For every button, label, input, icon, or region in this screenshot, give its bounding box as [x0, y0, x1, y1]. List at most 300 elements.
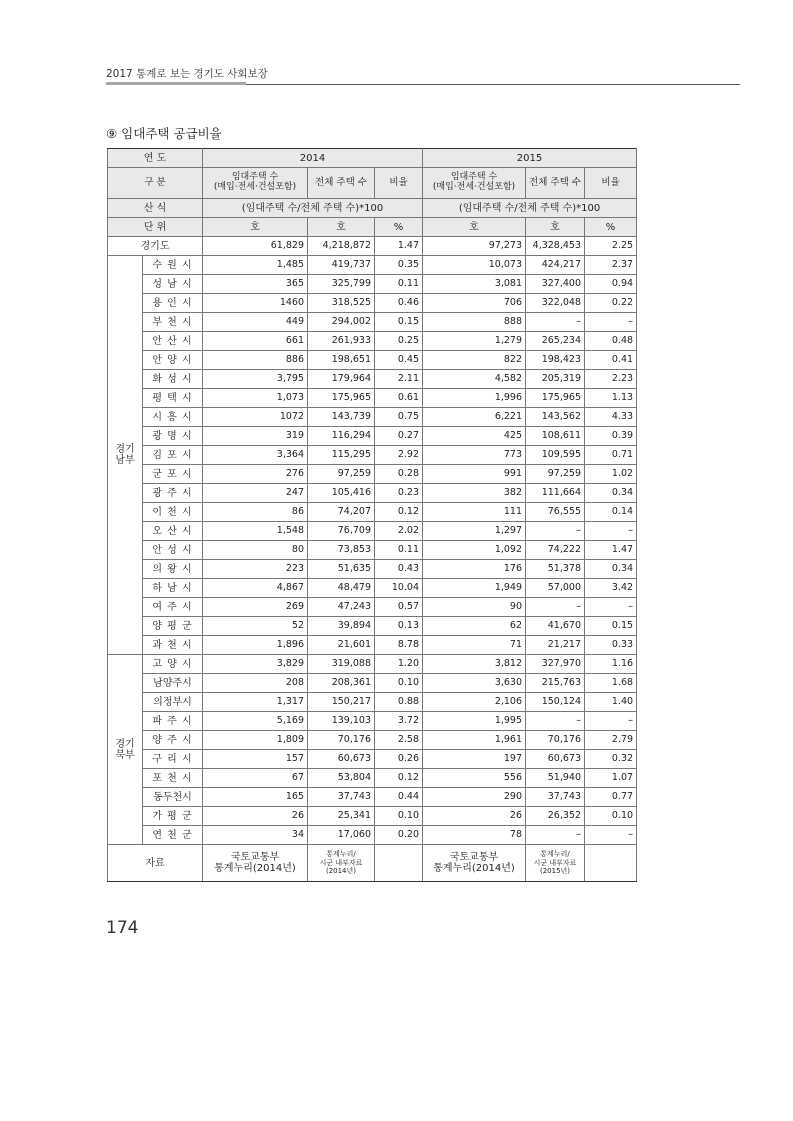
- city-name: 양 주 시: [143, 731, 203, 750]
- rental-2015-cell: 3,081: [423, 275, 526, 294]
- city-name: 과 천 시: [143, 636, 203, 655]
- rental-2015-cell: 382: [423, 484, 526, 503]
- ratio-2014-cell: 0.44: [375, 788, 423, 807]
- region-label: 경기 북부: [108, 655, 143, 845]
- col-rental-subtitle: (매입·전세·건설포함): [432, 182, 516, 192]
- city-name: 안 산 시: [143, 332, 203, 351]
- ratio-2015-cell: –: [585, 522, 637, 541]
- rental-2014-cell: 26: [203, 807, 308, 826]
- total-2015-cell: 21,217: [526, 636, 585, 655]
- ratio-2015-cell: 0.34: [585, 484, 637, 503]
- table-row: [108, 522, 637, 541]
- total-2015-cell: 57,000: [526, 579, 585, 598]
- table-row: [108, 750, 637, 769]
- rental-2015-cell: 78: [423, 826, 526, 845]
- table-row: [108, 313, 637, 332]
- rental-2015-cell: 822: [423, 351, 526, 370]
- total-2014-cell: 419,737: [308, 256, 375, 275]
- ratio-2014-cell: 1.20: [375, 655, 423, 674]
- ratio-2014-cell: 0.10: [375, 807, 423, 826]
- total-2014-cell: 319,088: [308, 655, 375, 674]
- total-2014-cell: 17,060: [308, 826, 375, 845]
- col-rental-title: 임대주택 수: [231, 172, 279, 183]
- ratio-2014-cell: 0.23: [375, 484, 423, 503]
- ratio-2015-cell: 1.02: [585, 465, 637, 484]
- total-2014-cell: 48,479: [308, 579, 375, 598]
- ratio-2014-cell: 0.11: [375, 275, 423, 294]
- total-2014-cell: 4,218,872: [308, 237, 375, 256]
- rental-2015-cell: 556: [423, 769, 526, 788]
- table-row: [108, 598, 637, 617]
- city-name: 이 천 시: [143, 503, 203, 522]
- col-ratio-2014: 비율: [375, 168, 423, 199]
- total-2015-cell: –: [526, 826, 585, 845]
- city-name: 시 흥 시: [143, 408, 203, 427]
- header-rule: [246, 84, 740, 85]
- rental-2014-cell: 80: [203, 541, 308, 560]
- rental-2015-cell: 111: [423, 503, 526, 522]
- total-2015-cell: 424,217: [526, 256, 585, 275]
- rental-2014-cell: 86: [203, 503, 308, 522]
- total-2015-cell: 205,319: [526, 370, 585, 389]
- total-2015-cell: 41,670: [526, 617, 585, 636]
- table-row: [108, 731, 637, 750]
- ratio-2015-cell: 1.16: [585, 655, 637, 674]
- formula-label: 산 식: [108, 199, 203, 218]
- total-2015-cell: 4,328,453: [526, 237, 585, 256]
- ratio-2014-cell: 1.47: [375, 237, 423, 256]
- ratio-2015-cell: 0.15: [585, 617, 637, 636]
- total-2014-cell: 208,361: [308, 674, 375, 693]
- city-name: 연 천 군: [143, 826, 203, 845]
- rental-2015-cell: 4,582: [423, 370, 526, 389]
- rental-2015-cell: 3,812: [423, 655, 526, 674]
- rental-2014-cell: 61,829: [203, 237, 308, 256]
- ratio-2015-cell: 0.14: [585, 503, 637, 522]
- total-2014-cell: 21,601: [308, 636, 375, 655]
- total-2015-cell: 108,611: [526, 427, 585, 446]
- source-2014-main: 국토교통부 통계누리(2014년): [203, 845, 308, 882]
- running-header: 2017 통계로 보는 경기도 사회보장: [106, 68, 268, 80]
- unit-label: 단 위: [108, 218, 203, 237]
- total-2015-cell: –: [526, 313, 585, 332]
- rental-2015-cell: 991: [423, 465, 526, 484]
- ratio-2014-cell: 0.12: [375, 769, 423, 788]
- rental-housing-table: [107, 148, 637, 882]
- ratio-2014-cell: 0.46: [375, 294, 423, 313]
- source-2014-empty: [375, 845, 423, 882]
- ratio-2015-cell: 0.34: [585, 560, 637, 579]
- ratio-2015-cell: 1.40: [585, 693, 637, 712]
- rental-2014-cell: 247: [203, 484, 308, 503]
- unit-ratio-2015: %: [585, 218, 637, 237]
- ratio-2015-cell: 0.71: [585, 446, 637, 465]
- ratio-2014-cell: 0.45: [375, 351, 423, 370]
- table-row: [108, 484, 637, 503]
- rental-2015-cell: 90: [423, 598, 526, 617]
- total-2015-cell: 327,400: [526, 275, 585, 294]
- rental-2015-cell: 26: [423, 807, 526, 826]
- table-row: [108, 617, 637, 636]
- city-name: 성 남 시: [143, 275, 203, 294]
- ratio-2014-cell: 2.02: [375, 522, 423, 541]
- table-row: [108, 541, 637, 560]
- total-2015-cell: 198,423: [526, 351, 585, 370]
- total-2015-cell: 322,048: [526, 294, 585, 313]
- total-2015-cell: 150,124: [526, 693, 585, 712]
- ratio-2015-cell: –: [585, 598, 637, 617]
- ratio-2015-cell: –: [585, 712, 637, 731]
- rental-2015-cell: 773: [423, 446, 526, 465]
- city-name: 광 주 시: [143, 484, 203, 503]
- ratio-2015-cell: 2.23: [585, 370, 637, 389]
- city-name: 화 성 시: [143, 370, 203, 389]
- ratio-2014-cell: 0.10: [375, 674, 423, 693]
- source-2015-detail: 통계누리/ 시군 내부자료 (2015년): [526, 845, 585, 882]
- total-2014-cell: 76,709: [308, 522, 375, 541]
- total-2014-cell: 179,964: [308, 370, 375, 389]
- rental-2015-cell: 1,297: [423, 522, 526, 541]
- col-total-2015: 전체 주택 수: [526, 168, 585, 199]
- rental-2015-cell: 425: [423, 427, 526, 446]
- rental-2014-cell: 1072: [203, 408, 308, 427]
- rental-2014-cell: 52: [203, 617, 308, 636]
- table-row: [108, 294, 637, 313]
- total-2014-cell: 97,259: [308, 465, 375, 484]
- unit-total-2014: 호: [308, 218, 375, 237]
- rental-2014-cell: 1,809: [203, 731, 308, 750]
- col-total-2014: 전체 주택 수: [308, 168, 375, 199]
- total-2015-cell: 109,595: [526, 446, 585, 465]
- section-title: ⑨ 임대주택 공급비율: [106, 126, 222, 141]
- ratio-2015-cell: 3.42: [585, 579, 637, 598]
- total-2014-cell: 74,207: [308, 503, 375, 522]
- rental-2014-cell: 5,169: [203, 712, 308, 731]
- table-row: [108, 826, 637, 845]
- col-ratio-2015: 비율: [585, 168, 637, 199]
- city-name: 여 주 시: [143, 598, 203, 617]
- total-2014-cell: 116,294: [308, 427, 375, 446]
- table-row: [108, 503, 637, 522]
- rental-2015-cell: 1,996: [423, 389, 526, 408]
- table-row: [108, 807, 637, 826]
- rental-2014-cell: 449: [203, 313, 308, 332]
- ratio-2014-cell: 0.27: [375, 427, 423, 446]
- total-2014-cell: 318,525: [308, 294, 375, 313]
- col-rental-2014: [203, 168, 308, 199]
- table-row: [108, 465, 637, 484]
- year-2015: 2015: [423, 149, 637, 168]
- ratio-2015-cell: 0.10: [585, 807, 637, 826]
- total-2015-cell: 76,555: [526, 503, 585, 522]
- ratio-2015-cell: 2.25: [585, 237, 637, 256]
- unit-rental-2014: 호: [203, 218, 308, 237]
- table-row: [108, 674, 637, 693]
- rental-2014-cell: 223: [203, 560, 308, 579]
- total-2014-cell: 175,965: [308, 389, 375, 408]
- year-label: 연 도: [108, 149, 203, 168]
- rental-2014-cell: 276: [203, 465, 308, 484]
- category-label: 구 분: [108, 168, 203, 199]
- city-name: 군 포 시: [143, 465, 203, 484]
- city-name: 남양주시: [143, 674, 203, 693]
- rental-2015-cell: 71: [423, 636, 526, 655]
- table-row: [108, 389, 637, 408]
- rental-2015-cell: 1,092: [423, 541, 526, 560]
- table-row: [108, 351, 637, 370]
- city-name: 가 평 군: [143, 807, 203, 826]
- rental-2015-cell: 1,279: [423, 332, 526, 351]
- table-row: [108, 788, 637, 807]
- total-2014-cell: 294,002: [308, 313, 375, 332]
- total-2015-cell: 175,965: [526, 389, 585, 408]
- province-name: 경기도: [108, 237, 203, 256]
- source-2014-detail: 통계누리/ 시군 내부자료 (2014년): [308, 845, 375, 882]
- total-2014-cell: 51,635: [308, 560, 375, 579]
- ratio-2014-cell: 10.04: [375, 579, 423, 598]
- table-row: [108, 408, 637, 427]
- city-name: 광 명 시: [143, 427, 203, 446]
- total-2015-cell: 111,664: [526, 484, 585, 503]
- city-name: 구 리 시: [143, 750, 203, 769]
- unit-rental-2015: 호: [423, 218, 526, 237]
- table-row: [108, 655, 637, 674]
- rental-2015-cell: 1,995: [423, 712, 526, 731]
- ratio-2015-cell: 0.77: [585, 788, 637, 807]
- page-number: 174: [106, 918, 139, 938]
- col-rental-title: 임대주택 수: [450, 172, 498, 183]
- total-2015-cell: 265,234: [526, 332, 585, 351]
- unit-total-2015: 호: [526, 218, 585, 237]
- ratio-2014-cell: 2.58: [375, 731, 423, 750]
- ratio-2014-cell: 3.72: [375, 712, 423, 731]
- rental-2015-cell: 888: [423, 313, 526, 332]
- province-row: [108, 237, 637, 256]
- table-row: [108, 693, 637, 712]
- total-2014-cell: 143,739: [308, 408, 375, 427]
- rental-2015-cell: 1,961: [423, 731, 526, 750]
- table-row: [108, 446, 637, 465]
- total-2014-cell: 115,295: [308, 446, 375, 465]
- total-2015-cell: 26,352: [526, 807, 585, 826]
- rental-2015-cell: 176: [423, 560, 526, 579]
- col-rental-subtitle: (매입·전세·건설포함): [213, 182, 297, 192]
- rental-2015-cell: 6,221: [423, 408, 526, 427]
- table-row: [108, 275, 637, 294]
- city-name: 안 양 시: [143, 351, 203, 370]
- ratio-2014-cell: 8.78: [375, 636, 423, 655]
- ratio-2015-cell: 0.22: [585, 294, 637, 313]
- rental-2014-cell: 1460: [203, 294, 308, 313]
- header-row-year: [108, 149, 637, 168]
- total-2015-cell: 97,259: [526, 465, 585, 484]
- total-2014-cell: 39,894: [308, 617, 375, 636]
- city-name: 동두천시: [143, 788, 203, 807]
- city-name: 파 주 시: [143, 712, 203, 731]
- formula-2014: (임대주택 수/전체 주택 수)*100: [203, 199, 423, 218]
- year-2014: 2014: [203, 149, 423, 168]
- table-row: [108, 769, 637, 788]
- ratio-2015-cell: 1.47: [585, 541, 637, 560]
- total-2014-cell: 37,743: [308, 788, 375, 807]
- header-row-formula: [108, 199, 637, 218]
- rental-2014-cell: 661: [203, 332, 308, 351]
- total-2014-cell: 139,103: [308, 712, 375, 731]
- total-2014-cell: 73,853: [308, 541, 375, 560]
- ratio-2015-cell: 2.79: [585, 731, 637, 750]
- formula-2015: (임대주택 수/전체 주택 수)*100: [423, 199, 637, 218]
- rental-2015-cell: 3,630: [423, 674, 526, 693]
- total-2014-cell: 47,243: [308, 598, 375, 617]
- total-2014-cell: 325,799: [308, 275, 375, 294]
- total-2015-cell: 327,970: [526, 655, 585, 674]
- ratio-2014-cell: 0.28: [375, 465, 423, 484]
- table-row: [108, 712, 637, 731]
- rental-2015-cell: 1,949: [423, 579, 526, 598]
- total-2014-cell: 198,651: [308, 351, 375, 370]
- rental-2014-cell: 1,485: [203, 256, 308, 275]
- rental-2014-cell: 1,317: [203, 693, 308, 712]
- table-row: [108, 332, 637, 351]
- total-2014-cell: 150,217: [308, 693, 375, 712]
- ratio-2014-cell: 2.92: [375, 446, 423, 465]
- rental-2015-cell: 97,273: [423, 237, 526, 256]
- ratio-2014-cell: 0.57: [375, 598, 423, 617]
- total-2014-cell: 25,341: [308, 807, 375, 826]
- header-row-category: [108, 168, 637, 199]
- ratio-2014-cell: 2.11: [375, 370, 423, 389]
- col-rental-2015: [423, 168, 526, 199]
- rental-2015-cell: 290: [423, 788, 526, 807]
- ratio-2014-cell: 0.75: [375, 408, 423, 427]
- total-2015-cell: 215,763: [526, 674, 585, 693]
- total-2014-cell: 70,176: [308, 731, 375, 750]
- rental-2014-cell: 365: [203, 275, 308, 294]
- city-name: 평 택 시: [143, 389, 203, 408]
- city-name: 의정부시: [143, 693, 203, 712]
- total-2015-cell: –: [526, 598, 585, 617]
- ratio-2015-cell: 1.68: [585, 674, 637, 693]
- rental-2015-cell: 62: [423, 617, 526, 636]
- region-label: 경기 남부: [108, 256, 143, 655]
- rental-2015-cell: 2,106: [423, 693, 526, 712]
- city-name: 용 인 시: [143, 294, 203, 313]
- city-name: 부 천 시: [143, 313, 203, 332]
- ratio-2014-cell: 0.35: [375, 256, 423, 275]
- ratio-2015-cell: 0.94: [585, 275, 637, 294]
- source-2015-main: 국토교통부 통계누리(2014년): [423, 845, 526, 882]
- total-2015-cell: 70,176: [526, 731, 585, 750]
- source-label: 자료: [108, 845, 203, 882]
- rental-2014-cell: 165: [203, 788, 308, 807]
- total-2015-cell: 74,222: [526, 541, 585, 560]
- ratio-2015-cell: –: [585, 826, 637, 845]
- source-2015-empty: [585, 845, 637, 882]
- city-name: 양 평 군: [143, 617, 203, 636]
- city-name: 수 원 시: [143, 256, 203, 275]
- rental-2014-cell: 67: [203, 769, 308, 788]
- table-row: [108, 256, 637, 275]
- city-name: 포 천 시: [143, 769, 203, 788]
- ratio-2015-cell: 2.37: [585, 256, 637, 275]
- total-2015-cell: –: [526, 712, 585, 731]
- ratio-2014-cell: 0.20: [375, 826, 423, 845]
- ratio-2015-cell: –: [585, 313, 637, 332]
- rental-2014-cell: 1,548: [203, 522, 308, 541]
- rental-2014-cell: 886: [203, 351, 308, 370]
- header-row-unit: [108, 218, 637, 237]
- ratio-2014-cell: 0.11: [375, 541, 423, 560]
- total-2015-cell: 37,743: [526, 788, 585, 807]
- total-2015-cell: –: [526, 522, 585, 541]
- rental-2014-cell: 3,795: [203, 370, 308, 389]
- ratio-2015-cell: 0.32: [585, 750, 637, 769]
- ratio-2014-cell: 0.61: [375, 389, 423, 408]
- rental-2014-cell: 208: [203, 674, 308, 693]
- ratio-2014-cell: 0.15: [375, 313, 423, 332]
- rental-2014-cell: 157: [203, 750, 308, 769]
- total-2014-cell: 60,673: [308, 750, 375, 769]
- ratio-2015-cell: 1.07: [585, 769, 637, 788]
- ratio-2015-cell: 4.33: [585, 408, 637, 427]
- source-row: [108, 845, 637, 882]
- city-name: 의 왕 시: [143, 560, 203, 579]
- rental-2014-cell: 3,364: [203, 446, 308, 465]
- city-name: 김 포 시: [143, 446, 203, 465]
- ratio-2014-cell: 0.26: [375, 750, 423, 769]
- total-2015-cell: 60,673: [526, 750, 585, 769]
- total-2015-cell: 51,940: [526, 769, 585, 788]
- rental-2014-cell: 1,896: [203, 636, 308, 655]
- rental-2014-cell: 4,867: [203, 579, 308, 598]
- total-2014-cell: 261,933: [308, 332, 375, 351]
- ratio-2015-cell: 1.13: [585, 389, 637, 408]
- unit-ratio-2014: %: [375, 218, 423, 237]
- ratio-2015-cell: 0.39: [585, 427, 637, 446]
- ratio-2014-cell: 0.12: [375, 503, 423, 522]
- rental-2014-cell: 3,829: [203, 655, 308, 674]
- rental-2015-cell: 10,073: [423, 256, 526, 275]
- total-2014-cell: 105,416: [308, 484, 375, 503]
- city-name: 하 남 시: [143, 579, 203, 598]
- rental-2014-cell: 1,073: [203, 389, 308, 408]
- ratio-2015-cell: 0.48: [585, 332, 637, 351]
- rental-2014-cell: 269: [203, 598, 308, 617]
- table-row: [108, 370, 637, 389]
- table-row: [108, 560, 637, 579]
- ratio-2014-cell: 0.13: [375, 617, 423, 636]
- rental-2014-cell: 34: [203, 826, 308, 845]
- city-name: 오 산 시: [143, 522, 203, 541]
- total-2014-cell: 53,804: [308, 769, 375, 788]
- rental-2015-cell: 197: [423, 750, 526, 769]
- rental-2014-cell: 319: [203, 427, 308, 446]
- total-2015-cell: 51,378: [526, 560, 585, 579]
- header-rule-accent: [106, 82, 246, 85]
- ratio-2014-cell: 0.88: [375, 693, 423, 712]
- ratio-2015-cell: 0.41: [585, 351, 637, 370]
- city-name: 안 성 시: [143, 541, 203, 560]
- city-name: 고 양 시: [143, 655, 203, 674]
- ratio-2014-cell: 0.25: [375, 332, 423, 351]
- table-row: [108, 636, 637, 655]
- table-row: [108, 427, 637, 446]
- total-2015-cell: 143,562: [526, 408, 585, 427]
- table-row: [108, 579, 637, 598]
- rental-2015-cell: 706: [423, 294, 526, 313]
- ratio-2015-cell: 0.33: [585, 636, 637, 655]
- ratio-2014-cell: 0.43: [375, 560, 423, 579]
